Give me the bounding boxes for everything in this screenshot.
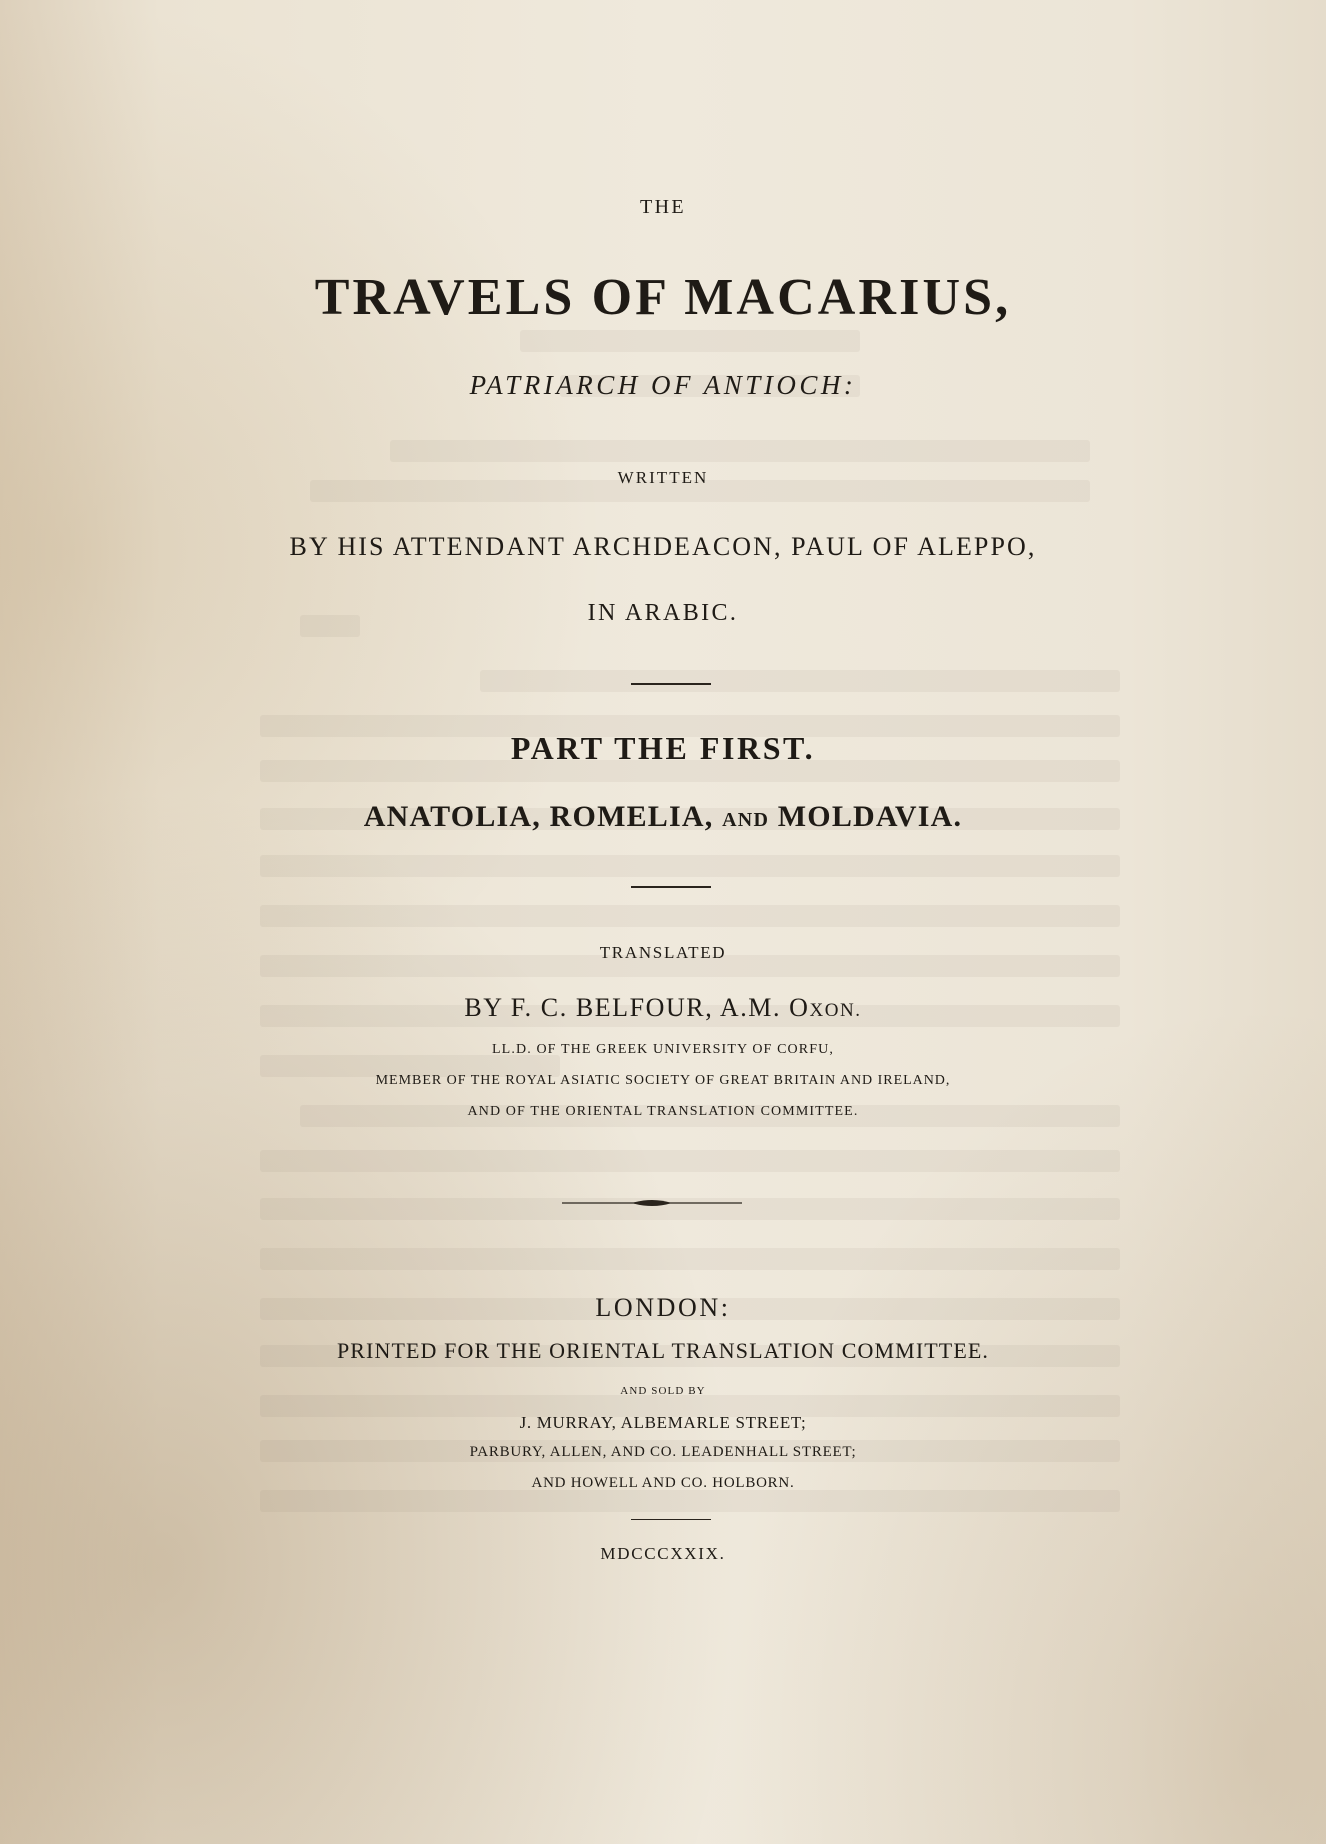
seller-3: AND HOWELL AND CO. HOLBORN. <box>531 1475 795 1491</box>
translator-line <box>0 993 1326 1023</box>
seller-2: PARBURY, ALLEN, AND CO. LEADENHALL STREET; <box>469 1444 857 1460</box>
oxon-rest: XON. <box>809 1000 862 1021</box>
divider-rule <box>631 886 711 888</box>
part-heading: PART THE FIRST. <box>510 730 816 766</box>
regions-and: AND <box>722 809 770 831</box>
heading-the: THE <box>639 196 687 218</box>
publication-year: MDCCCXXIX. <box>600 1544 726 1563</box>
divider-rule <box>631 1519 711 1520</box>
regions-last: MOLDAVIA. <box>769 800 963 833</box>
imprint-sold-by: AND SOLD BY <box>620 1385 706 1397</box>
qualification-2: MEMBER OF THE ROYAL ASIATIC SOCIETY OF GREAT BRITAIN AND IRELAND, <box>375 1073 951 1088</box>
book-title: TRAVELS OF MACARIUS, <box>314 269 1012 326</box>
seller-1: J. MURRAY, ALBEMARLE STREET; <box>519 1413 807 1432</box>
imprint-printed-for: PRINTED FOR THE ORIENTAL TRANSLATION COMMITTEE. <box>336 1338 990 1363</box>
translator-name: BY F. C. BELFOUR, A.M. <box>464 993 790 1022</box>
oxon-initial: O <box>789 993 810 1022</box>
divider-rule <box>631 683 711 685</box>
author-line: BY HIS ATTENDANT ARCHDEACON, PAUL OF ALEPPO, <box>289 532 1037 561</box>
language-line: IN ARABIC. <box>587 600 739 626</box>
qualification-1: LL.D. OF THE GREEK UNIVERSITY OF CORFU, <box>492 1042 834 1057</box>
ornamental-rule <box>562 1196 742 1210</box>
translated-label: TRANSLATED <box>599 943 727 962</box>
part-regions <box>0 800 1326 834</box>
book-subtitle: PATRIARCH OF ANTIOCH: <box>469 370 857 400</box>
imprint-city: LONDON: <box>595 1293 731 1322</box>
regions-first: ANATOLIA, ROMELIA, <box>363 800 723 833</box>
written-label: WRITTEN <box>617 468 709 487</box>
qualification-3: AND OF THE ORIENTAL TRANSLATION COMMITTEE. <box>467 1104 859 1119</box>
